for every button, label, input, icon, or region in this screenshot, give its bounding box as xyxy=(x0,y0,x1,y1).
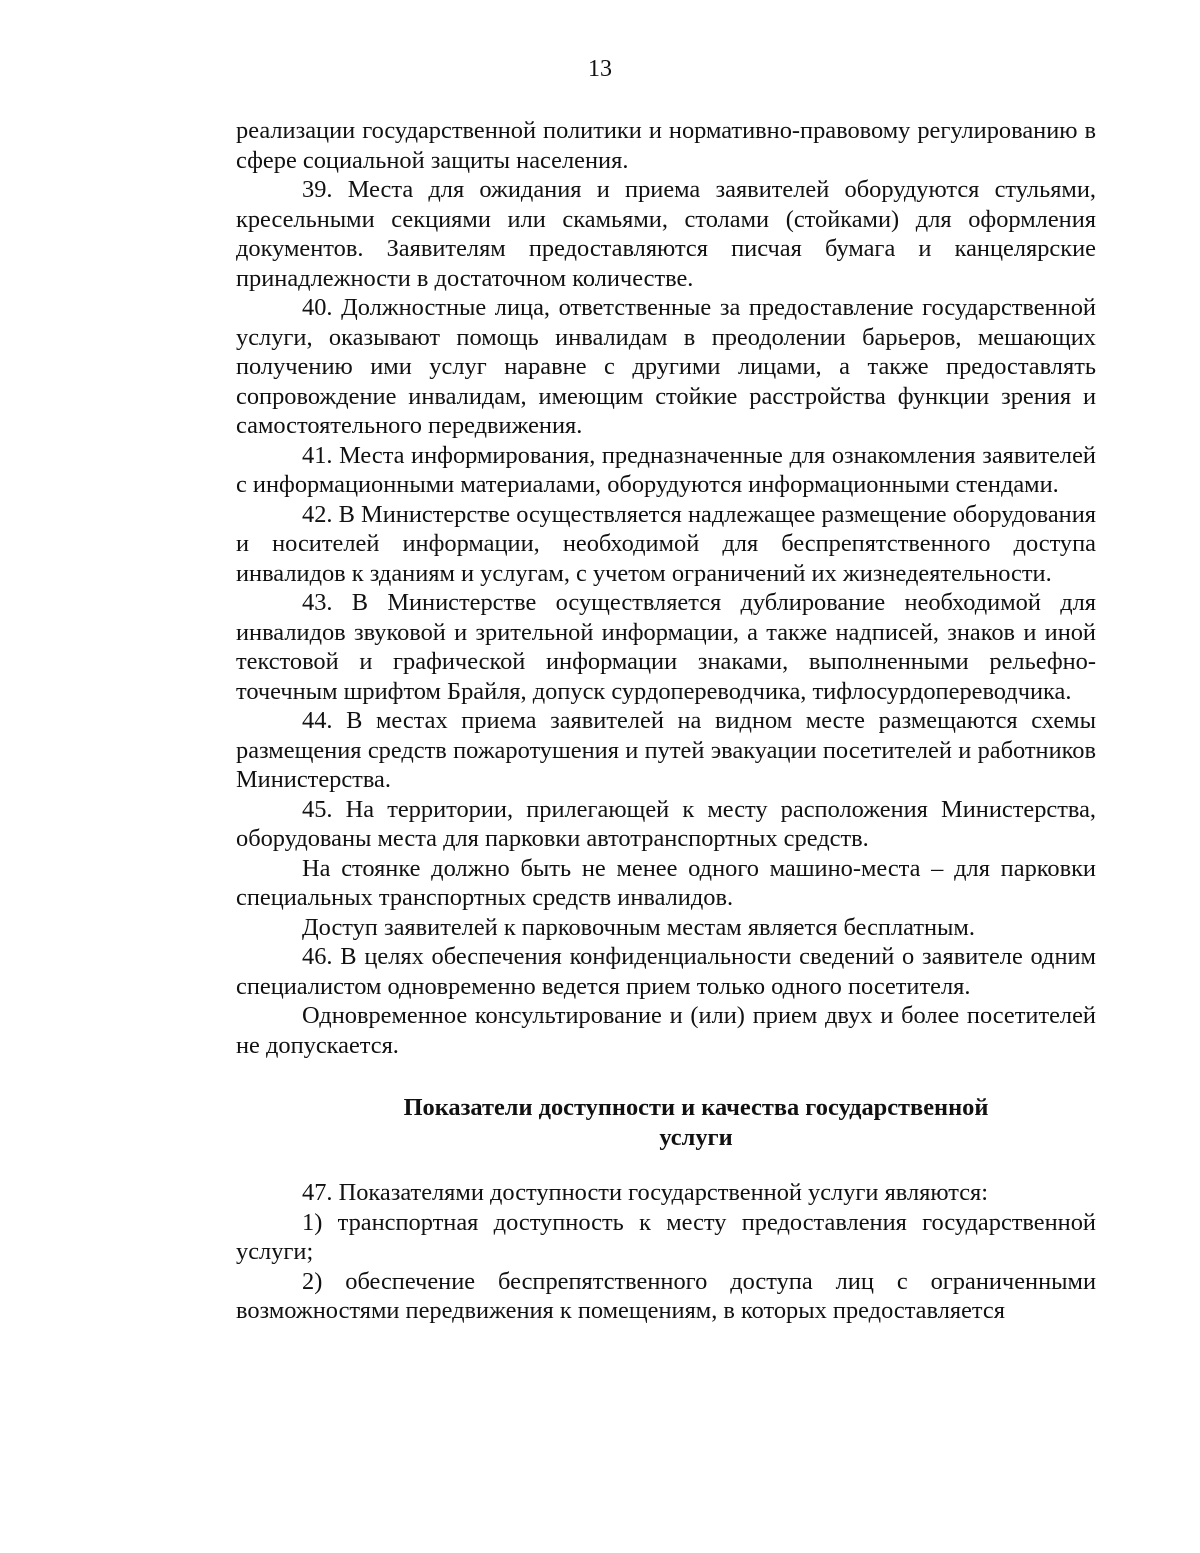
document-body xyxy=(236,116,1096,1326)
paragraph-39: 39. Места для ожидания и приема заявителей оборудуются стульями, кресельными секциями или скамьями, столами (стойками) для оформления документов. Заявителям предоставляются писчая бумага и канцелярские принадлежности в достаточном количестве. xyxy=(236,176,1096,292)
paragraph-47-item-1: 1) транспортная доступность к месту предоставления государственной услуги; xyxy=(236,1208,1096,1265)
paragraph-consulting: Одновременное консультирование и (или) прием двух и более посетителей не допускается. xyxy=(236,1002,1096,1059)
paragraph-45: 45. На территории, прилегающей к месту расположения Министерства, оборудованы места для парковки автотранспортных средств. xyxy=(236,795,1096,852)
section-heading xyxy=(236,1093,1096,1153)
page-number: 13 xyxy=(588,56,612,82)
paragraph-parking-access: Доступ заявителей к парковочным местам является бесплатным. xyxy=(302,913,975,941)
paragraph-47-item-2: 2) обеспечение беспрепятственного доступа лиц с ограниченными возможностями передвижения к помещениям, в которых предоставляется xyxy=(236,1267,1096,1324)
paragraph-43: 43. В Министерстве осуществляется дублирование необходимой для инвалидов звуковой и зрительной информации, а также надписей, знаков и иной текстовой и графической информации знаками, выполненными рельефно-точечным шрифтом Брайля, допуск сурдопереводчика, тифлосурдопереводчика. xyxy=(236,589,1096,705)
paragraph-continuation: реализации государственной политики и нормативно-правовому регулированию в сфере социальной защиты населения. xyxy=(236,117,1096,174)
paragraph-41: 41. Места информирования, предназначенные для ознакомления заявителей с информационными материалами, оборудуются информационными стендами. xyxy=(236,441,1096,498)
paragraph-44: 44. В местах приема заявителей на видном месте размещаются схемы размещения средств пожаротушения и путей эвакуации посетителей и работников Министерства. xyxy=(236,707,1096,793)
section-heading-line-1: Показатели доступности и качества государственной xyxy=(403,1094,989,1121)
paragraph-parking-spot: На стоянке должно быть не менее одного машино-места – для парковки специальных транспортных средств инвалидов. xyxy=(236,854,1096,911)
paragraph-40: 40. Должностные лица, ответственные за предоставление государственной услуги, оказывают помощь инвалидам в преодолении барьеров, мешающих получению ими услуг наравне с другими лицами, а также предоставлять сопровождение инвалидам, имеющим стойкие расстройства функции зрения и самостоятельного передвижения. xyxy=(236,294,1096,439)
paragraph-42: 42. В Министерстве осуществляется надлежащее размещение оборудования и носителей информации, необходимой для беспрепятственного доступа инвалидов к зданиям и услугам, с учетом ограничений их жизнедеятельности. xyxy=(236,500,1096,587)
section-heading-line-2: услуги xyxy=(659,1124,733,1151)
paragraph-47: 47. Показателями доступности государственной услуги являются: xyxy=(302,1179,989,1206)
paragraph-46: 46. В целях обеспечения конфиденциальности сведений о заявителе одним специалистом одновременно ведется прием только одного посетителя. xyxy=(236,943,1096,1000)
